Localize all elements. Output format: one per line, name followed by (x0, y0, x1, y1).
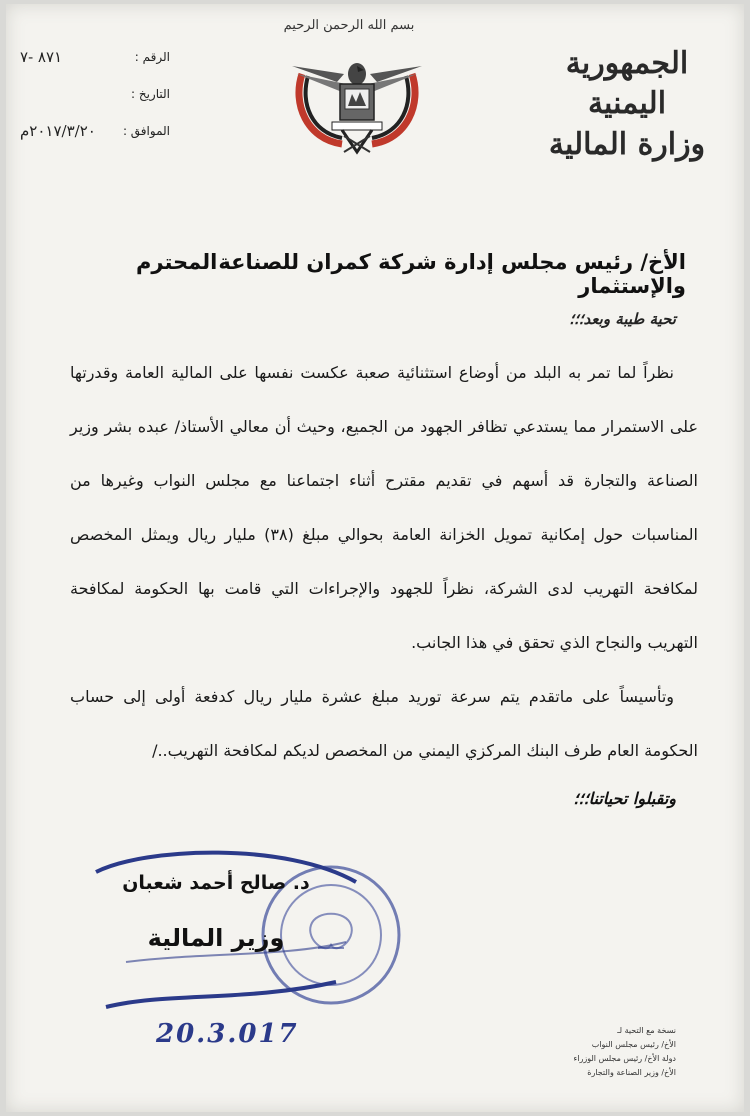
copies-list (526, 1024, 676, 1080)
reference-block (20, 38, 170, 149)
date-label: التاريخ : (130, 86, 170, 101)
body-paragraph-2: وتأسيساً على ماتقدم يتم سرعة توريد مبلغ عشرة مليار ريال كدفعة أولى إلى حساب الحكومة العام طرف البنك المركزي اليمني من المخصص لديكم لمكافحة التهريب../ (70, 687, 698, 760)
closing-line: وتقبلوا تحياتنا؛؛؛ (573, 789, 676, 808)
copies-item: الأخ/ وزير الصناعة والتجارة (587, 1068, 676, 1077)
letter-page (6, 4, 744, 1112)
handwritten-date: 20.3.017 (156, 1019, 299, 1049)
ministry-name: وزارة المالية (548, 127, 706, 162)
addressee-to: الأخ/ رئيس مجلس إدارة شركة كمران للصناعة والإستثمار (218, 250, 686, 298)
basmala: بسم الله الرحمن الرحيم (283, 18, 415, 33)
signatory-name: د. صالح أحمد شعبان (122, 872, 310, 894)
ref-row (20, 38, 170, 75)
corresponding-label: الموافق : (122, 123, 170, 138)
letter-body (70, 346, 698, 778)
copies-heading: نسخة مع التحية لـ (617, 1026, 676, 1035)
body-paragraph-1: نظراً لما تمر به البلد من أوضاع استثنائية صعبة عكست نفسها على المالية العامة وقدرتها على الاستمرار مما يستدعي تظافر الجهود من الجميع، وحيث أن معالي الأستاذ/ عبده بشر وزير الصناعة والتجارة قد أسهم في تقديم مقترح أثناء اجتماعنا مع مجلس النواب وغيرها من المناسبات حول إمكانية تمويل الخزانة العامة بحوالي مبلغ (٣٨) مليار ريال ويمثل المخصص لمكافحة التهريب لدى الشركة، نظراً للجهود والإجراءات التي قامت بها الحكومة لمكافحة التهريب والنجاح الذي تحقق في هذا الجانب. (70, 363, 698, 652)
copies-item: الأخ/ رئيس مجلس النواب (591, 1040, 676, 1049)
ministry-header (522, 44, 732, 166)
copies-item: دولة الأخ/ رئيس مجلس الوزراء (573, 1054, 676, 1063)
date-row (20, 75, 170, 112)
corresponding-value: ٢٠١٧/٣/٢٠م (20, 121, 96, 140)
eagle-emblem-icon (282, 44, 432, 159)
ref-label: الرقم : (134, 49, 170, 64)
addressee-line (136, 250, 686, 298)
corresponding-row (20, 112, 170, 149)
greeting: تحية طيبة وبعد؛؛؛ (569, 310, 676, 328)
ref-value: ٨٧١ -٧ (20, 47, 63, 66)
signatory-title: وزير المالية (147, 924, 285, 952)
addressee-honorific: المحترم (136, 250, 218, 274)
country-name: الجمهورية اليمنية (565, 46, 689, 121)
